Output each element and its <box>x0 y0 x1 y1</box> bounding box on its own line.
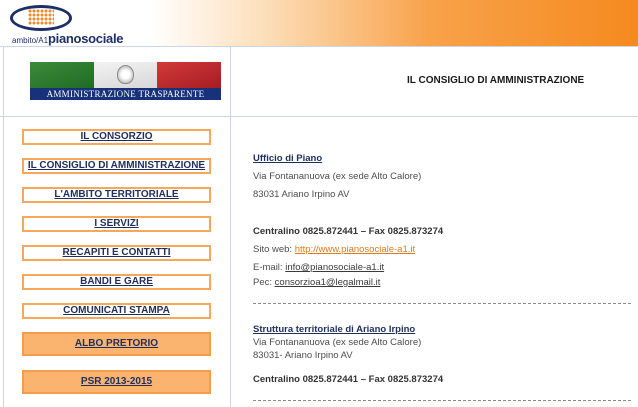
frame-divider <box>0 116 638 117</box>
office-title: Ufficio di Piano <box>253 153 323 164</box>
logo-name: pianosociale <box>48 31 124 46</box>
frame-divider <box>3 46 4 407</box>
website-label: Sito web: <box>253 244 293 255</box>
pec-label: Pec: <box>253 277 273 288</box>
office-website-row <box>253 244 415 255</box>
frame-divider <box>0 46 638 47</box>
pec-link[interactable]: consorzioa1@legalmail.it <box>274 277 381 288</box>
trasparenza-banner[interactable] <box>30 62 221 100</box>
nav-item-consiglio[interactable]: IL CONSIGLIO DI AMMINISTRAZIONE <box>22 158 211 174</box>
office-address-line1: Via Fontananuova (ex sede Alto Calore) <box>253 171 422 182</box>
section-divider <box>253 303 631 304</box>
office-address-line2: 83031 Ariano Irpino AV <box>253 189 350 200</box>
logo-dots-icon <box>28 9 54 25</box>
office-phone: Centralino 0825.872441 – Fax 0825.873274 <box>253 226 444 237</box>
territorial-title: Struttura territoriale di Ariano Irpino <box>253 324 416 335</box>
page-title: IL CONSIGLIO DI AMMINISTRAZIONE <box>407 75 585 86</box>
nav-item-recapiti[interactable]: RECAPITI E CONTATTI <box>22 245 211 261</box>
section-divider <box>253 400 631 401</box>
territorial-phone: Centralino 0825.872441 – Fax 0825.873274 <box>253 374 444 385</box>
email-label: E-mail: <box>253 262 283 273</box>
office-email-row <box>253 262 384 273</box>
logo-prefix: ambito/A1 <box>12 36 49 45</box>
email-link[interactable]: info@pianosociale-a1.it <box>285 262 385 273</box>
website-link[interactable]: http://www.pianosociale-a1.it <box>294 244 416 255</box>
site-header <box>0 0 638 46</box>
site-logo[interactable] <box>8 4 132 44</box>
nav-item-albo[interactable]: ALBO PRETORIO <box>22 332 211 356</box>
nav-item-psr[interactable]: PSR 2013-2015 <box>22 370 211 394</box>
republic-emblem-icon <box>117 65 134 84</box>
banner-label: AMMINISTRAZIONE TRASPARENTE <box>30 88 221 100</box>
nav-item-bandi[interactable]: BANDI E GARE <box>22 274 211 290</box>
nav-item-consorzio[interactable]: IL CONSORZIO <box>22 129 211 145</box>
territorial-address-line1: Via Fontananuova (ex sede Alto Calore) <box>253 337 422 348</box>
nav-item-comunicati[interactable]: COMUNICATI STAMPA <box>22 303 211 319</box>
office-pec-row <box>253 277 380 288</box>
nav-item-servizi[interactable]: I SERVIZI <box>22 216 211 232</box>
nav-item-ambito[interactable]: L'AMBITO TERRITORIALE <box>22 187 211 203</box>
frame-divider <box>230 46 231 407</box>
territorial-address-line2: 83031- Ariano Irpino AV <box>253 350 353 361</box>
